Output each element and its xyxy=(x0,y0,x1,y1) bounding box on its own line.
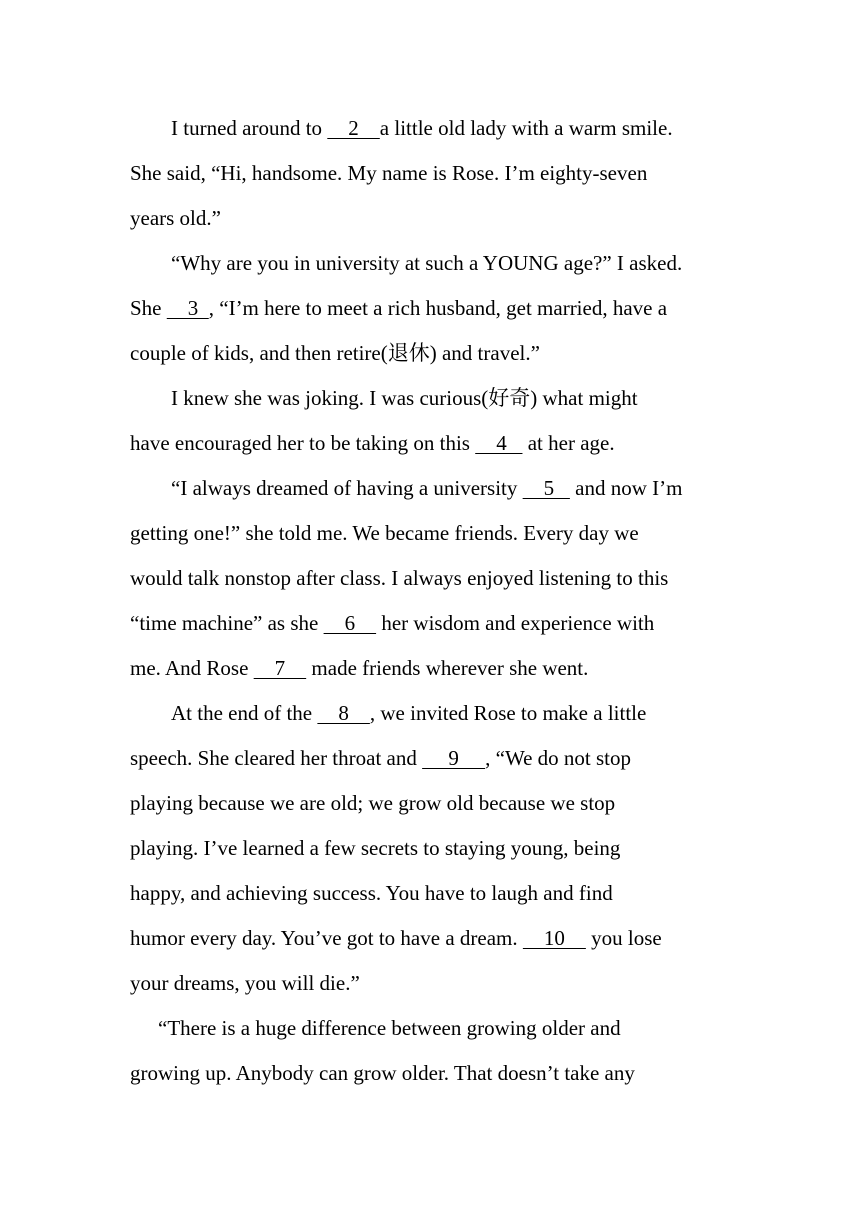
text-line xyxy=(130,295,667,321)
text-segment: I knew she was joking. I was curious(好奇) what might xyxy=(171,386,638,410)
text-segment: “Why are you in university at such a YOUNG age?” I asked. xyxy=(171,251,683,275)
text-line xyxy=(171,115,673,141)
text-segment: “time machine” as she xyxy=(130,611,324,635)
text-segment: “I always dreamed of having a university xyxy=(171,476,523,500)
text-segment: humor every day. You’ve got to have a dream. xyxy=(130,926,523,950)
text-line xyxy=(130,925,662,951)
answer-blank: 4 xyxy=(475,431,523,455)
text-segment: made friends wherever she went. xyxy=(306,656,589,680)
text-line xyxy=(130,970,360,996)
answer-blank: 7 xyxy=(253,656,307,680)
text-segment: She xyxy=(130,296,167,320)
text-segment: couple of kids, and then retire(退休) and travel.” xyxy=(130,341,540,365)
text-segment: playing because we are old; we grow old because we stop xyxy=(130,791,616,815)
text-segment: you lose xyxy=(585,926,662,950)
text-line xyxy=(130,1060,635,1086)
text-line xyxy=(130,520,639,546)
text-line xyxy=(158,1015,621,1041)
text-line xyxy=(130,745,631,771)
text-segment: growing up. Anybody can grow older. That doesn’t take any xyxy=(130,1061,635,1085)
answer-blank: 3 xyxy=(166,296,209,320)
text-line xyxy=(171,385,638,411)
answer-blank: 5 xyxy=(522,476,570,500)
text-segment: “There is a huge difference between growing older and xyxy=(158,1016,621,1040)
text-line xyxy=(130,610,654,636)
text-segment: happy, and achieving success. You have to laugh and find xyxy=(130,881,613,905)
text-segment: , we invited Rose to make a little xyxy=(369,701,647,725)
text-line xyxy=(130,340,540,366)
text-segment: a little old lady with a warm smile. xyxy=(379,116,673,140)
text-segment: years old.” xyxy=(130,206,221,230)
text-line xyxy=(130,655,588,681)
text-segment: , “I’m here to meet a rich husband, get married, have a xyxy=(208,296,668,320)
answer-blank: 2 xyxy=(327,116,380,140)
answer-blank: 8 xyxy=(317,701,370,725)
text-line xyxy=(130,790,615,816)
text-segment: me. And Rose xyxy=(130,656,254,680)
text-segment: speech. She cleared her throat and xyxy=(130,746,423,770)
text-line xyxy=(130,160,647,186)
text-segment: , “We do not stop xyxy=(485,746,631,770)
text-segment: I turned around to xyxy=(171,116,328,140)
text-line xyxy=(171,475,682,501)
answer-blank: 6 xyxy=(323,611,377,635)
text-line xyxy=(130,880,613,906)
answer-blank: 9 xyxy=(422,746,486,770)
text-segment: her wisdom and experience with xyxy=(376,611,655,635)
text-line xyxy=(130,565,668,591)
text-segment: would talk nonstop after class. I always enjoyed listening to this xyxy=(130,566,669,590)
text-line xyxy=(130,835,620,861)
text-line xyxy=(130,430,615,456)
text-line xyxy=(130,205,221,231)
text-segment: your dreams, you will die.” xyxy=(130,971,360,995)
text-line xyxy=(171,250,682,276)
text-segment: playing. I’ve learned a few secrets to staying young, being xyxy=(130,836,621,860)
text-segment: She said, “Hi, handsome. My name is Rose. I’m eighty-seven xyxy=(130,161,648,185)
text-segment: At the end of the xyxy=(171,701,318,725)
text-line xyxy=(171,700,646,726)
text-segment: and now I’m xyxy=(569,476,683,500)
text-segment: getting one!” she told me. We became friends. Every day we xyxy=(130,521,639,545)
answer-blank: 10 xyxy=(522,926,586,950)
text-segment: at her age. xyxy=(522,431,615,455)
text-segment: have encouraged her to be taking on this xyxy=(130,431,476,455)
